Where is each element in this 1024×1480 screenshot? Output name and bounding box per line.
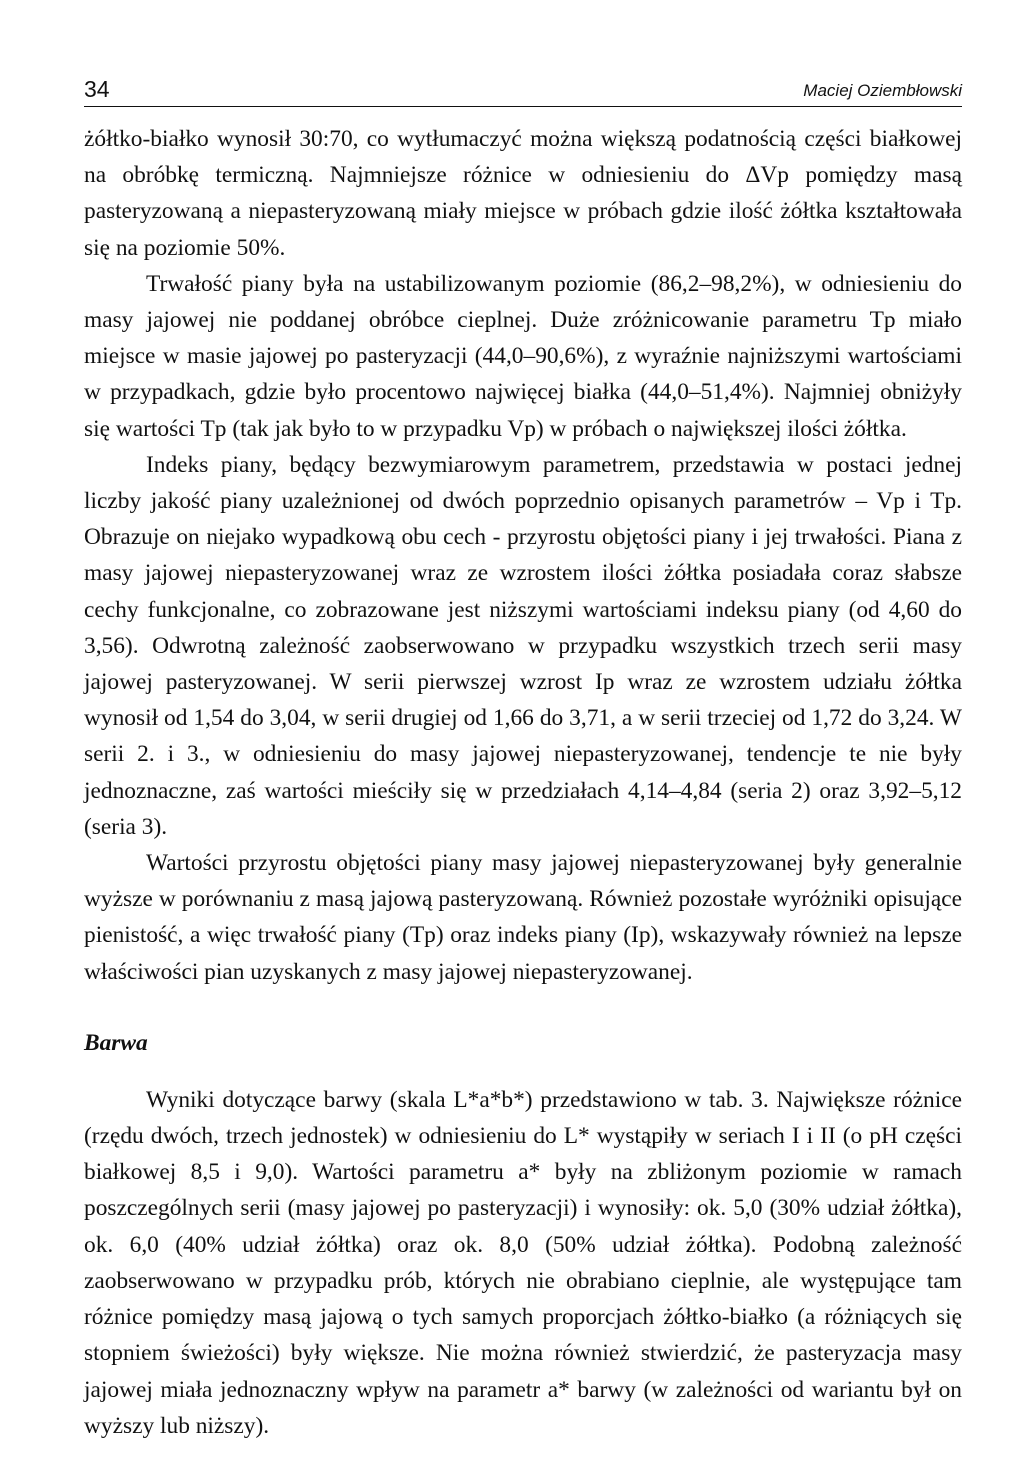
paragraph-colour: Wyniki dotyczące barwy (skala L*a*b*) przedstawiono w tab. 3. Największe różnice (rzędu dwóch, trzech jednostek) w odniesieniu do L* wystąpiły w seriach I i II (o pH części białkowej 8,5 i 9,0). Wartości parametru a* były na zbliżonym poziomie w ramach poszczególnych serii (masy jajowej po pasteryzacji) i wynosiły: ok. 5,0 (30% udział żółtka), ok. 6,0 (40% udział żółtka) oraz ok. 8,0 (50% udział żółtka). Podobną zależność zaobserwowano w przypadku prób, których nie obrabiano cieplnie, ale występujące tam różnice pomiędzy masą jajową o tych samych proporcjach żółtko-białko (a różniących się stopniem świeżości) były większe. Nie można również stwierdzić, że pasteryzacja masy jajowej miała jednoznaczny wpływ na parametr a* barwy (w zależności od wariantu był on wyższy lub niższy). [84, 1086, 962, 1439]
paragraph-foam-index: Indeks piany, będący bezwymiarowym parametrem, przedstawia w postaci jednej liczby jakość piany uzależnionej od dwóch poprzednio opisanych parametrów – Vp i Tp. Obrazuje on niejako wypadkową obu cech - przyrostu objętości piany i jej trwałości. Piana z masy jajowej niepasteryzowanej wraz ze wzrostem ilości żółtka posiadała coraz słabsze cechy funkcjonalne, co zobrazowane jest niższymi wartościami indeksu piany (od 4,60 do 3,56). Odwrotną zależność zaobserwowano w przypadku wszystkich trzech serii masy jajowej pasteryzowanej. W serii pierwszej wzrost Ip wraz ze wzrostem udziału żółtka wynosił od 1,54 do 3,04, w serii drugiej od 1,66 do 3,71, a w serii trzeciej od 1,72 do 3,24. W serii 2. i 3., w odniesieniu do masy jajowej niepasteryzowanej, tendencje te nie były jednoznaczne, zaś wartości mieściły się w przedziałach 4,14–4,84 (seria 2) oraz 3,92–5,12 (seria 3). [84, 451, 962, 840]
paragraph-foam-summary: Wartości przyrostu objętości piany masy jajowej niepasteryzowanej były generalnie wyższe w porównaniu z masą jajową pasteryzowaną. Również pozostałe wyróżniki opisujące pienistość, a więc trwałość piany (Tp) oraz indeks piany (Ip), wskazywały również na lepsze właściwości pian uzyskanych z masy jajowej niepasteryzowanej. [84, 850, 962, 985]
page-number: 34 [84, 76, 110, 102]
body-text [84, 121, 962, 1444]
paragraph-foam-stability: Trwałość piany była na ustabilizowanym poziomie (86,2–98,2%), w odniesieniu do masy jajowej nie poddanej obróbce cieplnej. Duże zróżnicowanie parametru Tp miało miejsce w masie jajowej po pasteryzacji (44,0–90,6%), z wyraźnie najniższymi wartościami w przypadkach, gdzie było procentowo najwięcej białka (44,0–51,4%). Najmniej obniżyły się wartości Tp (tak jak było to w przypadku Vp) w próbach o największej ilości żółtka. [84, 270, 962, 442]
section-heading-barwa: Barwa [84, 1029, 148, 1056]
running-header [84, 70, 962, 107]
paragraph-continued: żółtko-białko wynosił 30:70, co wytłumaczyć można większą podatnością części białkowej na obróbkę termiczną. Najmniejsze różnice w odniesieniu do ΔVp pomiędzy masą pasteryzowaną a niepasteryzowaną miały miejsce w próbach gdzie ilość żółtka kształtowała się na poziomie 50%. [84, 126, 962, 261]
document-page [84, 70, 962, 1444]
running-header-author: Maciej Oziembłowski [803, 81, 962, 100]
